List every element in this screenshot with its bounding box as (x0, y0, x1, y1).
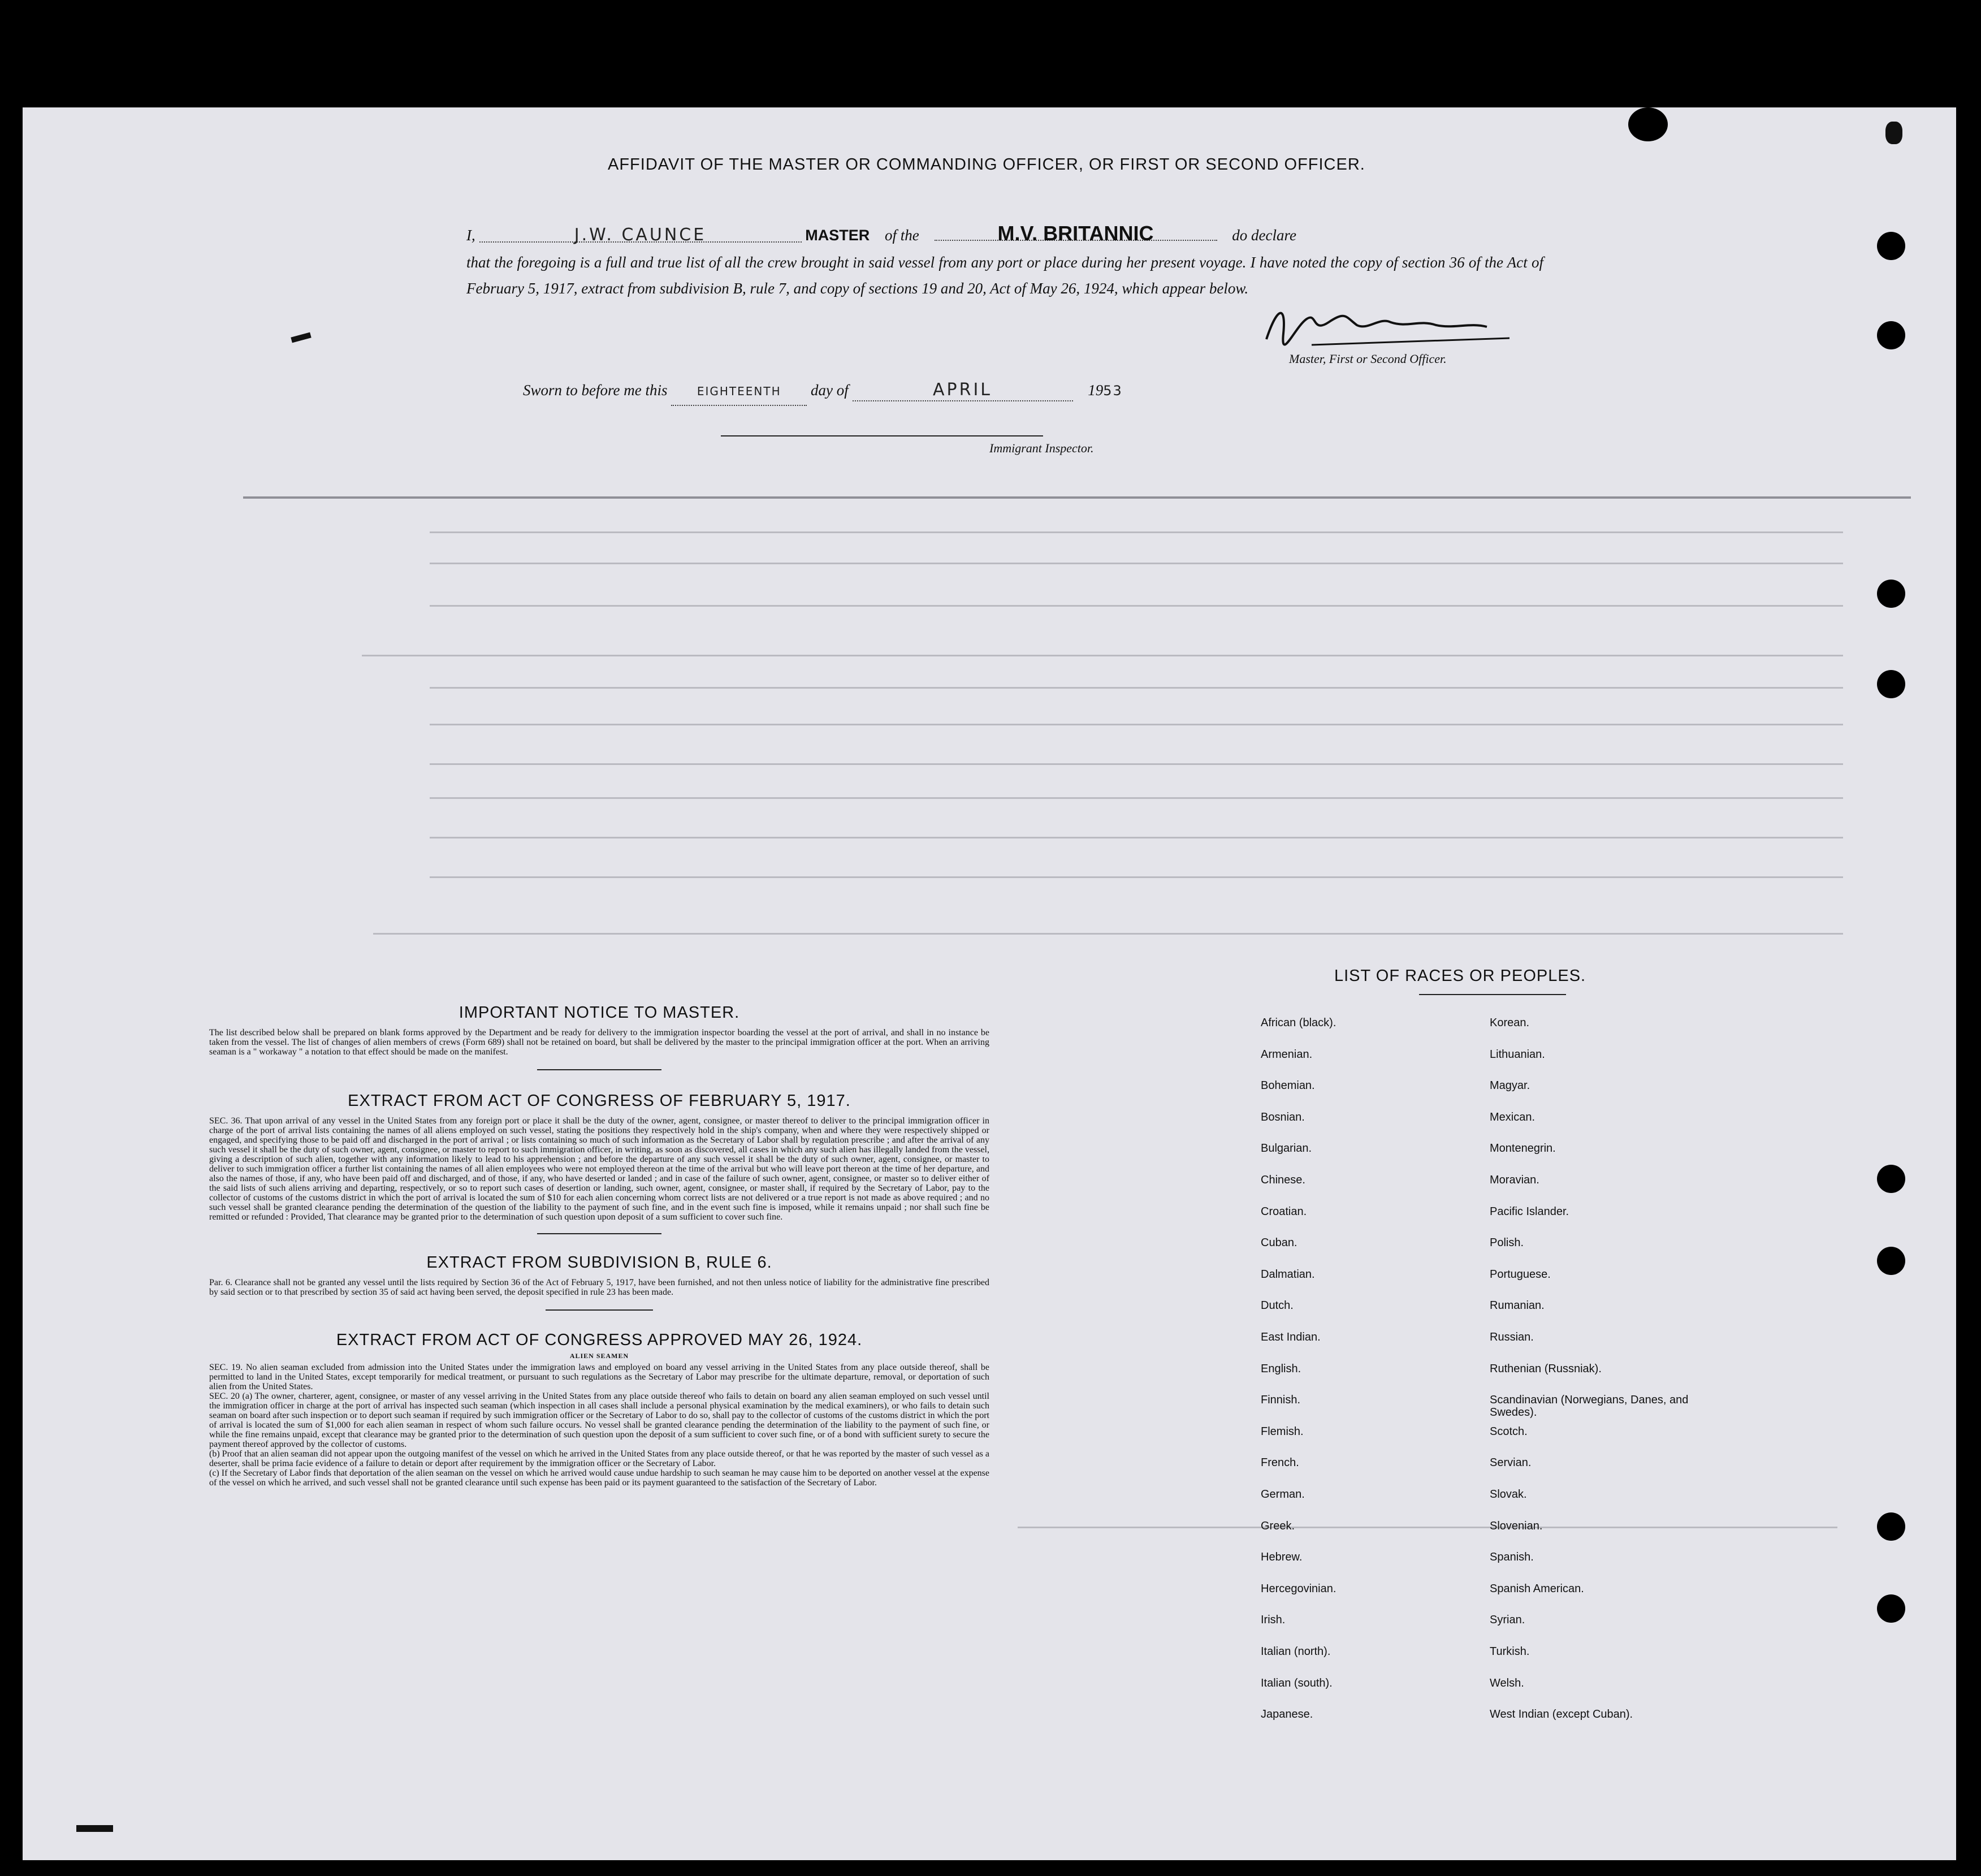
punch-hole (1877, 1247, 1905, 1275)
punch-hole (1877, 321, 1905, 349)
vessel-name-field: M.V. BRITANNIC (935, 219, 1217, 241)
act-1924-sec20a: SEC. 20 (a) The owner, charterer, agent, consignee, or master of any vessel arriving in the United States from any place outside thereof who fails to detain on board any alien seaman employed on such vessel until the immigration officer in charge at the port of arrival has inspected such seaman (which inspection in all cases shall include a personal physical examination by the medical examiners), or who fails to detain such seaman on board after such inspection or to deport such seaman if required by such immigration officer or the Secretary of Labor to do so, shall pay to the collector of customs of the customs district in which the port of arrival is located the sum of $1,000 for each alien seaman in respect of whom such failure occurs. No vessel shall be granted clearance pending the determination of the liability to the payment of such fine, or while the fine remains unpaid, except that clearance may be granted prior to the determination of such question upon the deposit of a sum sufficient to cover such fine, or of a bond with sufficient surety to secure the payment thereof approved by the collector of customs. (209, 1391, 989, 1449)
bleed-through-line (430, 687, 1843, 689)
race-item: Slovenian. (1490, 1519, 1543, 1532)
act-1924-subheading: ALIEN SEAMEN (569, 1352, 629, 1360)
race-item: Greek. (1261, 1519, 1295, 1532)
act-1917-text: SEC. 36. That upon arrival of any vessel in the United States from any foreign port or place it shall be the duty of the owner, agent, consignee, or master thereof to deliver to the principal immigration officer in charge of the port of arrival lists containing the names of all aliens employed on such vessel, stating the positions they respectively hold in the ship's company, when and where they were respectively shipped or engaged, and specifying those to be paid off and discharged in the port of arrival ; or lists containing so much of such information as the Secretary of Labor shall by regulation prescribe ; and after the arrival of any such vessel it shall be the duty of such owner, agent, consignee, or master to report to such immigration officer, in writing, as soon as discovered, all cases in which any such alien has illegally landed from the vessel, giving a description of such alien, together with any information likely to lead to his apprehension ; and before the departure of any such vessel it shall be the duty of such owner, agent, consignee, or master to deliver to such immigration officer a further list containing the names of all alien employees who were not employed thereon at the time of the arrival but who will leave port thereon at the time of her departure, and also the names of those, if any, who have been paid off and discharged, and of those, if any, who have deserted or landed ; and in case of the failure of such owner, agent, consignee, or master so to deliver either of the said lists of such aliens arriving and departing, respectively, or so to report such cases of desertion or landing, such owner, agent, consignee, or master shall, if required by the Secretary of Labor, pay to the collector of customs of the customs district in which the port of arrival is located the sum of $10 for each alien concerning whom correct lists are not delivered or a true report is not made as above required ; and no such vessel shall be granted clearance pending the determination of the question of the liability to the payment of such fine, and in the event such fine is imposed, while it remains unpaid ; nor shall such fine be remitted or refunded : Provided, That clearance may be granted prior to the determination of such question upon deposit of a sum sufficient to cover such fine. (209, 1116, 989, 1222)
race-item: Irish. (1261, 1614, 1286, 1627)
race-item: Ruthenian (Russniak). (1490, 1362, 1602, 1375)
act-1924-sec20b: (b) Proof that an alien seaman did not appear upon the outgoing manifest of the vessel on which he arrived in the United States from any place outside thereof, or that he was reported by the master of such vessel as a deserter, shall be prima facie evidence of a failure to detain or deport after requirement by the immigration officer or the Secretary of Labor. (209, 1449, 989, 1468)
act-1924-heading: EXTRACT FROM ACT OF CONGRESS APPROVED MAY 26, 1924. (336, 1331, 863, 1349)
race-item: Italian (north). (1261, 1645, 1331, 1658)
punch-hole (1877, 1165, 1905, 1193)
bleed-through-line (1018, 1527, 1837, 1528)
race-item: East Indian. (1261, 1331, 1321, 1343)
divider (537, 1233, 661, 1234)
race-item: Montenegrin. (1490, 1142, 1556, 1155)
punch-hole (1628, 107, 1668, 141)
race-item: African (black). (1261, 1017, 1336, 1029)
race-item: Russian. (1490, 1331, 1534, 1343)
sworn-prefix: Sworn to before me this (523, 382, 668, 399)
races-heading: LIST OF RACES OR PEOPLES. (1334, 967, 1586, 985)
divider (546, 1309, 653, 1311)
inspector-signature-line (721, 435, 1043, 436)
year-prefix: 19 (1088, 382, 1104, 399)
bleed-through-line (373, 933, 1843, 935)
bleed-through-line (430, 797, 1843, 799)
race-item: English. (1261, 1362, 1301, 1375)
race-item: Bulgarian. (1261, 1142, 1312, 1155)
notices-column (209, 1004, 989, 1488)
bleed-through-line (430, 876, 1843, 878)
bleed-through-line (243, 496, 1911, 499)
race-item: Finnish. (1261, 1394, 1301, 1407)
sworn-day-field: EIGHTEENTH (671, 384, 807, 406)
act-1924-sec19: SEC. 19. No alien seaman excluded from admission into the United States under the immigration laws and employed on board any vessel arriving in the United States from any place outside thereof, shall be permitted to land in the United States, except temporarily for medical treatment, or pursuant to such regulations as the Secretary of Labor may prescribe for the ultimate departure, removal, or deportation of such alien from the United States. (209, 1363, 989, 1391)
race-item: Turkish. (1490, 1645, 1530, 1658)
punch-hole (1877, 1512, 1905, 1541)
of-the-text: of the (885, 227, 919, 244)
punch-hole (1877, 1594, 1905, 1623)
races-heading-rule (1419, 994, 1566, 995)
race-item: Dutch. (1261, 1299, 1294, 1312)
notice-text: The list described below shall be prepared on blank forms approved by the Department and be ready for delivery to the immigration inspector boarding the vessel at the port of arrival, and shall in no instance be taken from the vessel. The list of changes of alien members of crews (Form 689) shall not be retained on board, but shall be delivered by the master to the principal immigration officer at the port. When an arriving seaman is a " workaway " a notation to that effect should be made on the manifest. (209, 1028, 989, 1057)
race-item: Moravian. (1490, 1174, 1539, 1186)
race-item: German. (1261, 1488, 1305, 1501)
race-item: Slovak. (1490, 1488, 1527, 1501)
bleed-through-line (430, 837, 1843, 838)
race-item: Flemish. (1261, 1425, 1304, 1438)
race-item: West Indian (except Cuban). (1490, 1708, 1633, 1721)
signature-caption: Master, First or Second Officer. (1289, 352, 1447, 366)
edge-mark (1885, 122, 1902, 144)
race-item: Syrian. (1490, 1614, 1525, 1627)
race-item: Italian (south). (1261, 1676, 1333, 1689)
punch-hole (1877, 232, 1905, 260)
race-item: Lithuanian. (1490, 1048, 1545, 1061)
affidavit-intro: I, (466, 227, 475, 244)
race-item: Rumanian. (1490, 1299, 1545, 1312)
bleed-through-line (430, 724, 1843, 725)
race-item: Servian. (1490, 1456, 1532, 1469)
affidavit-text (466, 219, 1543, 301)
inspector-caption: Immigrant Inspector. (989, 441, 1094, 455)
race-item: Japanese. (1261, 1708, 1313, 1721)
year-suffix: 53 (1103, 383, 1123, 399)
rule-6-heading: EXTRACT FROM SUBDIVISION B, RULE 6. (426, 1253, 772, 1272)
race-item: Hercegovinian. (1261, 1582, 1336, 1595)
race-item: Armenian. (1261, 1048, 1313, 1061)
notice-heading: IMPORTANT NOTICE TO MASTER. (459, 1004, 740, 1022)
punch-hole (1877, 670, 1905, 698)
edge-mark (76, 1825, 113, 1832)
race-item: Scotch. (1490, 1425, 1528, 1438)
sworn-statement (523, 380, 1123, 406)
race-item: Spanish. (1490, 1551, 1534, 1564)
race-item: Scandinavian (Norwegians, Danes, and Swedes). (1490, 1394, 1689, 1419)
affidavit-title: AFFIDAVIT OF THE MASTER OR COMMANDING OFFICER, OR FIRST OR SECOND OFFICER. (608, 155, 1365, 174)
sworn-month-field: APRIL (853, 380, 1073, 401)
race-item: Polish. (1490, 1237, 1524, 1250)
punch-hole (1877, 580, 1905, 608)
do-declare-text: do declare (1232, 227, 1296, 244)
master-signature (1244, 294, 1515, 356)
act-1924-sec20c: (c) If the Secretary of Labor finds that deportation of the alien seaman on the vessel on which he arrived would cause undue hardship to such seaman he may cause him to be deported on another vessel at the expense of the vessel on which he arrived, and such vessel shall not be granted clearance until such expense has been paid or its payment guaranteed to the satisfaction of the Secretary of Labor. (209, 1468, 989, 1488)
bleed-through-line (430, 763, 1843, 765)
bleed-through-line (430, 531, 1843, 533)
affidavit-body: that the foregoing is a full and true list of all the crew brought in said vessel from any port or place during her present voyage. I have noted the copy of section 36 of the Act of February 5, 1917, extract from subdivision B, rule 7, and copy of sections 19 and 20, Act of May 26, 1924, which appear below. (466, 254, 1543, 297)
race-item: Croatian. (1261, 1205, 1307, 1218)
day-of-text: day of (811, 382, 849, 399)
bleed-through-line (362, 655, 1843, 656)
race-item: Mexican. (1490, 1110, 1536, 1123)
race-item: Bohemian. (1261, 1079, 1315, 1092)
document-sheet (23, 107, 1956, 1860)
act-1917-heading: EXTRACT FROM ACT OF CONGRESS OF FEBRUARY 5, 1917. (348, 1092, 851, 1110)
race-item: French. (1261, 1456, 1299, 1469)
race-item: Magyar. (1490, 1079, 1530, 1092)
race-item: Portuguese. (1490, 1268, 1551, 1281)
bleed-through-line (430, 605, 1843, 607)
race-item: Korean. (1490, 1017, 1530, 1029)
rank-text: MASTER (805, 227, 870, 244)
race-item: Dalmatian. (1261, 1268, 1315, 1281)
race-item: Chinese. (1261, 1174, 1305, 1186)
race-item: Spanish American. (1490, 1582, 1584, 1595)
master-name-field: J.W. CAUNCE (479, 221, 802, 243)
race-item: Hebrew. (1261, 1551, 1303, 1564)
race-item: Cuban. (1261, 1237, 1297, 1250)
divider (537, 1069, 661, 1070)
race-item: Bosnian. (1261, 1110, 1305, 1123)
bleed-through-line (430, 563, 1843, 564)
rule-6-text: Par. 6. Clearance shall not be granted any vessel until the lists required by Section 36 of the Act of February 5, 1917, have been furnished, and not then unless notice of liability for the administrative fine prescribed by said section or to that prescribed by section 35 of said act having been served, the deposit specified in rule 23 has been made. (209, 1278, 989, 1297)
race-item: Welsh. (1490, 1676, 1524, 1689)
race-item: Pacific Islander. (1490, 1205, 1569, 1218)
